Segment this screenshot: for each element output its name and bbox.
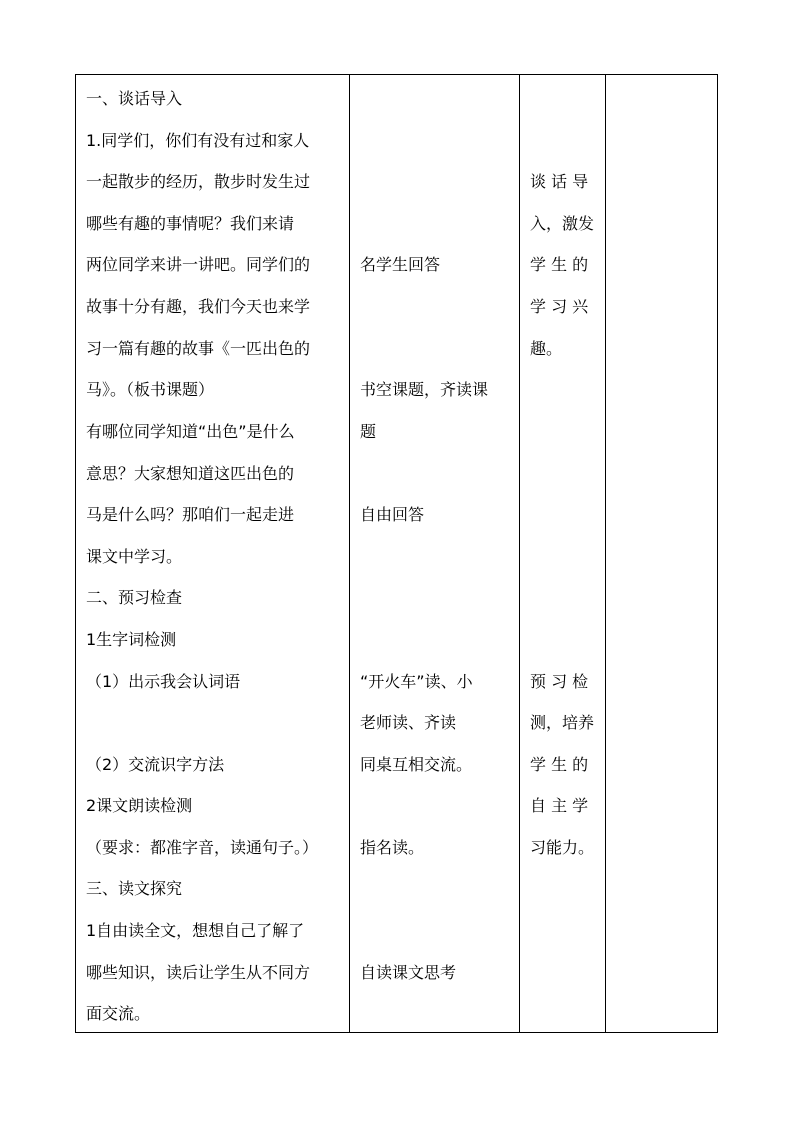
student-activity-line: 书空课题，齐读课 (360, 380, 489, 399)
column-divider (605, 75, 606, 1032)
design-intent-line: 自 主 学 (530, 796, 589, 815)
student-activity-line: 名学生回答 (360, 255, 441, 274)
design-intent-line: 习能力。 (530, 838, 595, 857)
design-intent-line: 测，培养 (530, 713, 595, 732)
text-line: 哪些有趣的事情呢？我们来请 (86, 214, 295, 233)
student-activity-line: “开火车”读、小 (360, 672, 473, 691)
student-activity-line: 自由回答 (360, 505, 425, 524)
lesson-plan-table (75, 74, 718, 1033)
text-line: 1.同学们，你们有没有过和家人 (86, 131, 310, 150)
design-intent-line: 入，激发 (530, 214, 595, 233)
section-heading-2: 二、预习检查 (86, 588, 183, 607)
design-intent-line: 学 生 的 (530, 755, 589, 774)
text-line: 哪些知识，读后让学生从不同方 (86, 963, 311, 982)
section-heading-3: 三、读文探究 (86, 879, 183, 898)
text-line: （1）出示我会认词语 (86, 672, 241, 691)
student-activity-line: 自读课文思考 (360, 963, 457, 982)
text-line: 面交流。 (86, 1004, 151, 1023)
text-line: 故事十分有趣，我们今天也来学 (86, 297, 311, 316)
text-line: （要求：都准字音，读通句子。） (86, 838, 319, 857)
column-divider (349, 75, 350, 1032)
section-heading-1: 一、谈话导入 (86, 89, 183, 108)
design-intent-line: 学 生 的 (530, 255, 589, 274)
student-activity-line: 老师读、齐读 (360, 713, 457, 732)
text-line: 马是什么吗？那咱们一起走进 (86, 505, 295, 524)
text-line: 1自由读全文，想想自己了解了 (86, 921, 305, 940)
text-line: （2）交流识字方法 (86, 755, 225, 774)
student-activity-line: 题 (360, 422, 377, 441)
design-intent-line: 谈 话 导 (530, 172, 589, 191)
text-line: 马》。（板书课题） (86, 380, 215, 399)
text-line: 一起散步的经历，散步时发生过 (86, 172, 311, 191)
text-line: 有哪位同学知道“出色”是什么 (86, 422, 295, 441)
text-line: 两位同学来讲一讲吧。同学们的 (86, 255, 311, 274)
text-line: 2课文朗读检测 (86, 796, 193, 815)
design-intent-line: 学 习 兴 (530, 297, 589, 316)
text-line: 1生字词检测 (86, 630, 177, 649)
text-line: 意思？大家想知道这匹出色的 (86, 464, 295, 483)
column-divider (519, 75, 520, 1032)
design-intent-line: 趣。 (530, 339, 563, 358)
text-line: 课文中学习。 (86, 547, 183, 566)
design-intent-line: 预 习 检 (530, 672, 589, 691)
student-activity-line: 同桌互相交流。 (360, 755, 473, 774)
text-line: 习一篇有趣的故事《一匹出色的 (86, 339, 311, 358)
student-activity-line: 指名读。 (360, 838, 425, 857)
